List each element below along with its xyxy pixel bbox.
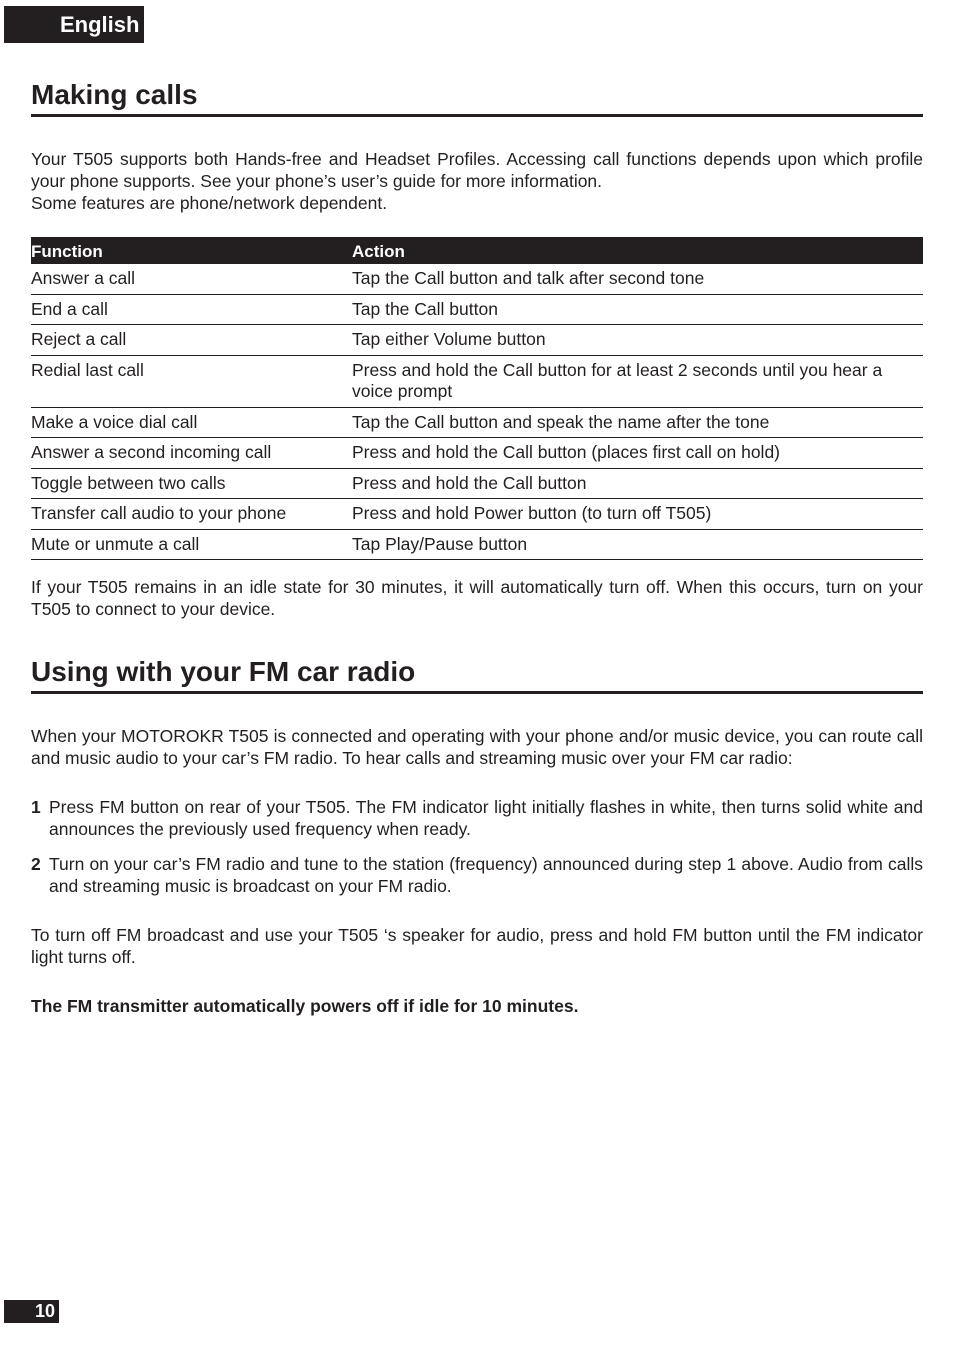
function-cell: Transfer call audio to your phone — [31, 499, 352, 530]
action-cell: Press and hold the Call button — [352, 468, 923, 499]
function-column-header: Function — [31, 237, 352, 264]
function-cell: Redial last call — [31, 355, 352, 407]
action-cell: Press and hold Power button (to turn off T505) — [352, 499, 923, 530]
action-cell: Tap the Call button and talk after second tone — [352, 264, 923, 294]
language-tab: English — [4, 6, 144, 43]
intro-line-2: Some features are phone/network dependent. — [31, 193, 388, 213]
action-cell: Tap the Call button and speak the name after the tone — [352, 407, 923, 438]
action-cell: Tap either Volume button — [352, 325, 923, 356]
function-cell: Make a voice dial call — [31, 407, 352, 438]
step-text: Turn on your car’s FM radio and tune to the station (frequency) announced during step 1 above. Audio from calls and streaming music is broadcast on your FM radio. — [49, 854, 923, 896]
making-calls-title: Making calls — [31, 79, 923, 117]
step-text: Press FM button on rear of your T505. The FM indicator light initially flashes in white, then turns solid white and announces the previously used frequency when ready. — [49, 797, 923, 839]
step-number: 1 — [31, 797, 41, 817]
function-cell: Answer a call — [31, 264, 352, 294]
table-row — [31, 264, 923, 294]
action-cell: Press and hold the Call button for at least 2 seconds until you hear a voice prompt — [352, 355, 923, 407]
table-header-row — [31, 237, 923, 264]
table-row — [31, 529, 923, 560]
fm-radio-title: Using with your FM car radio — [31, 656, 923, 694]
idle-note: If your T505 remains in an idle state for 30 minutes, it will automatically turn off. When this occurs, turn on your T505 to connect to your device. — [31, 577, 923, 619]
function-cell: End a call — [31, 294, 352, 325]
step-number: 2 — [31, 854, 41, 874]
making-calls-intro — [31, 148, 923, 214]
table-row — [31, 438, 923, 469]
action-cell: Press and hold the Call button (places first call on hold) — [352, 438, 923, 469]
fm-steps-list — [31, 796, 923, 897]
page-number: 10 — [4, 1300, 59, 1323]
call-functions-table — [31, 237, 923, 560]
list-item — [31, 796, 923, 840]
fm-turn-off-text: To turn off FM broadcast and use your T505 ‘s speaker for audio, press and hold FM button until the FM indicator light turns off. — [31, 925, 923, 967]
action-cell: Tap the Call button — [352, 294, 923, 325]
list-item — [31, 853, 923, 897]
function-cell: Reject a call — [31, 325, 352, 356]
table-row — [31, 407, 923, 438]
table-row — [31, 325, 923, 356]
table-row — [31, 355, 923, 407]
function-cell: Toggle between two calls — [31, 468, 352, 499]
intro-line-1: Your T505 supports both Hands-free and Headset Profiles. Accessing call functions depends upon which profile your phone supports. See your phone’s user’s guide for more information. — [31, 149, 923, 191]
fm-idle-note: The FM transmitter automatically powers off if idle for 10 minutes. — [31, 996, 579, 1016]
fm-intro: When your MOTOROKR T505 is connected and operating with your phone and/or music device, you can route call and music audio to your car’s FM radio. To hear calls and streaming music over your FM car radio: — [31, 726, 923, 768]
table-row — [31, 468, 923, 499]
table-row — [31, 294, 923, 325]
function-cell: Mute or unmute a call — [31, 529, 352, 560]
function-cell: Answer a second incoming call — [31, 438, 352, 469]
action-column-header: Action — [352, 237, 923, 264]
action-cell: Tap Play/Pause button — [352, 529, 923, 560]
table-row — [31, 499, 923, 530]
